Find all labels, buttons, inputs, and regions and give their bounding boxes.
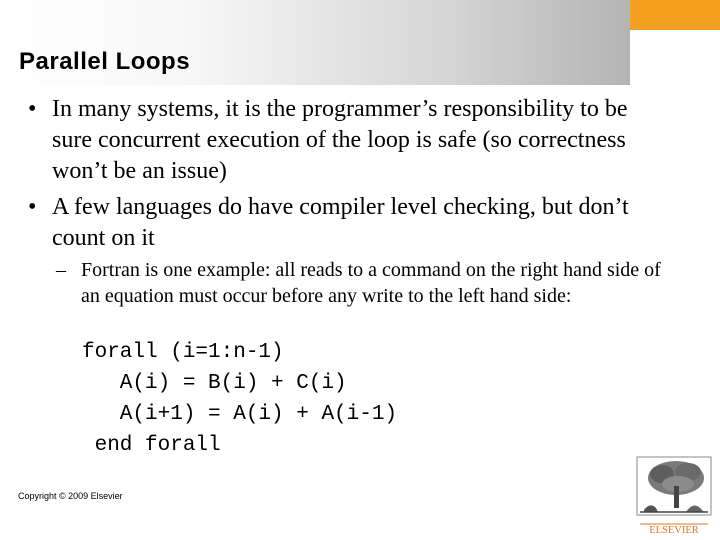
bullet-text: In many systems, it is the programmer’s responsibility to be sure concurrent execution of the loop is safe (so correctness won’t be an issue) <box>52 96 628 184</box>
bullet-marker: • <box>28 96 37 122</box>
code-line-4: end forall <box>82 434 221 457</box>
code-line-1: forall (i=1:n-1) <box>82 341 284 364</box>
copyright-text: Copyright © 2009 Elsevier <box>18 491 123 501</box>
bullet-text: A few languages do have compiler level checking, but don’t count on it <box>52 194 629 251</box>
elsevier-logo <box>636 456 712 536</box>
sub-bullet-text: Fortran is one example: all reads to a command on the right hand side of an equation must occur before any write to the left hand side: <box>81 259 661 307</box>
code-line-3: A(i+1) = A(i) + A(i-1) <box>82 403 398 426</box>
code-line-2: A(i) = B(i) + C(i) <box>82 372 347 395</box>
bullet-marker: • <box>28 194 37 220</box>
sub-bullet-marker: – <box>56 259 66 281</box>
tree-trunk-icon <box>674 486 679 508</box>
accent-block <box>630 0 720 30</box>
logo-wordmark: ELSEVIER <box>649 525 699 536</box>
slide-title: Parallel Loops <box>19 48 191 75</box>
